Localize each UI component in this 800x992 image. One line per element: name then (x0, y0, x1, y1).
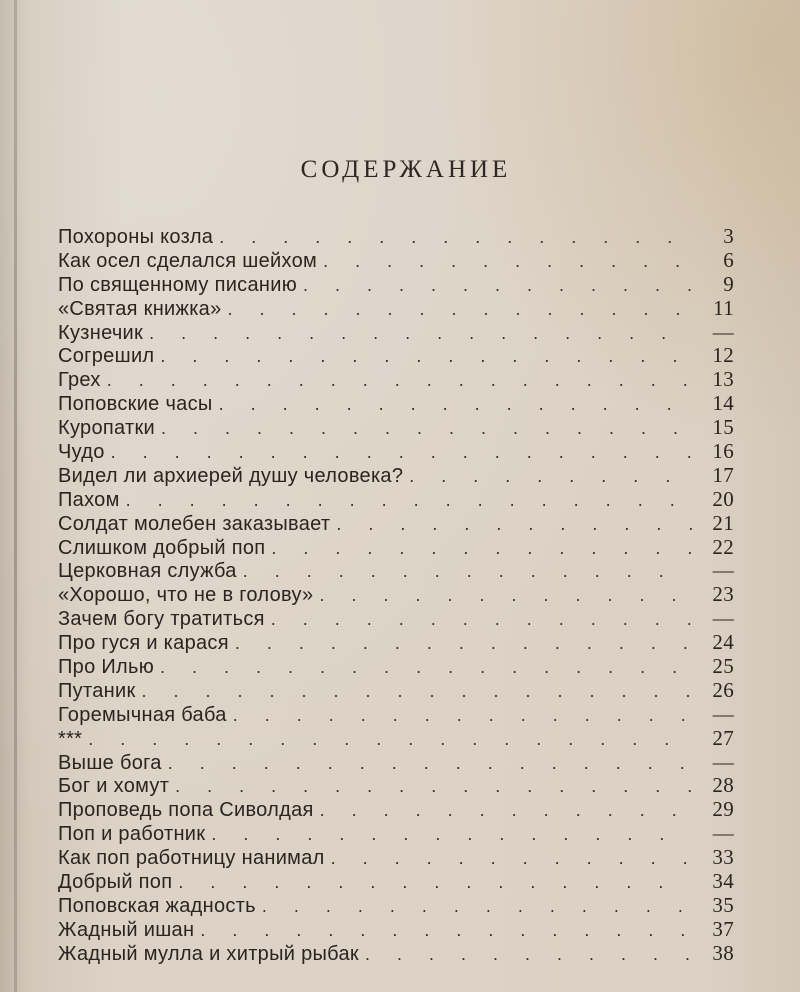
toc-entry-page: 21 (712, 510, 734, 535)
dot-leader (228, 299, 692, 320)
dot-leader (271, 609, 692, 630)
toc-entry-title: Поповские часы (58, 393, 213, 416)
toc-entry-page: — (712, 319, 734, 344)
dot-leader (160, 657, 692, 678)
toc-entry (58, 654, 734, 678)
dot-leader (409, 466, 692, 487)
toc-entry-title: Добрый поп (58, 871, 173, 894)
toc-entry-page: — (712, 821, 734, 846)
toc-entry-title: *** (58, 727, 83, 750)
toc-entry (58, 367, 734, 391)
toc-entry-title: Пахом (58, 488, 120, 511)
toc-entry (58, 750, 734, 774)
dot-leader (168, 753, 692, 774)
dot-leader (365, 944, 692, 965)
dot-leader (219, 394, 692, 415)
toc-entry-title: Горемычная баба (58, 703, 227, 726)
toc-entry (58, 702, 734, 726)
toc-entry-page: — (712, 606, 734, 631)
toc-entry-page: — (712, 701, 734, 726)
toc-entry-page: 17 (712, 462, 734, 487)
toc-entry-title: Похороны козла (58, 226, 214, 248)
toc-entry-page: 38 (712, 940, 734, 965)
toc-entry (58, 224, 734, 248)
toc-entry (58, 797, 734, 821)
toc-entry-title: Жадный мулла и хитрый рыбак (58, 942, 359, 965)
toc-entry (58, 726, 734, 750)
toc-entry-title: Зачем богу тратиться (58, 608, 265, 631)
toc-entry-page: 23 (712, 582, 734, 607)
toc-entry-title: Грех (58, 369, 101, 392)
toc-entry (58, 678, 734, 702)
dot-leader (219, 227, 692, 248)
toc-entry (58, 272, 734, 296)
toc-entry-page: 13 (712, 367, 734, 392)
dot-leader (243, 561, 692, 582)
toc-entry (58, 845, 734, 869)
toc-entry-title: Выше бога (58, 751, 162, 774)
dot-leader (336, 514, 692, 535)
dot-leader (111, 442, 692, 463)
toc-entry-page: 25 (712, 654, 734, 679)
dot-leader (149, 323, 692, 344)
dot-leader (320, 800, 692, 821)
toc-entry (58, 821, 734, 845)
toc-entry-page: 20 (712, 486, 734, 511)
toc-entry (58, 439, 734, 463)
toc-entry-title: Бог и хомут (58, 775, 170, 798)
toc-entry-page: 9 (723, 271, 734, 296)
toc-entry (58, 415, 734, 439)
toc-entry-page: 14 (712, 391, 734, 416)
toc-entry-page: 28 (712, 773, 734, 798)
toc-entry-title: Поповская жадность (58, 894, 256, 917)
toc-entry-title: По священному писанию (58, 273, 298, 296)
toc-entry-title: Про гуся и карася (58, 632, 229, 655)
toc-entry-page: — (712, 558, 734, 583)
toc-entry (58, 917, 734, 941)
toc-entry-page: 35 (712, 892, 734, 917)
toc-entry-page: 27 (712, 725, 734, 750)
dot-leader (175, 776, 692, 797)
dot-leader (200, 920, 692, 941)
toc-entry-title: Слишком добрый поп (58, 536, 266, 559)
dot-leader (107, 370, 692, 391)
dot-leader (211, 824, 692, 845)
toc-entry-title: Кузнечик (58, 321, 144, 344)
toc-entry-title: Про Илью (58, 656, 155, 679)
toc-entry (58, 941, 734, 965)
toc-entry-page: 22 (712, 534, 734, 559)
dot-leader (142, 681, 692, 702)
toc-entry-title: Как осел сделался шейхом (58, 249, 318, 272)
toc-entry (58, 511, 734, 535)
toc-entry-title: Поп и работник (58, 823, 206, 846)
toc-entry-title: Проповедь попа Сиволдая (58, 799, 314, 822)
toc-entry-page: 16 (712, 439, 734, 464)
toc-entry (58, 606, 734, 630)
table-of-contents (58, 224, 734, 965)
dot-leader (303, 275, 692, 296)
toc-entry-page: 26 (712, 677, 734, 702)
toc-entry-title: Солдат молебен заказывает (58, 512, 331, 535)
page-gutter (14, 0, 17, 992)
toc-entry-title: Путаник (58, 679, 136, 702)
toc-entry-page: 15 (712, 415, 734, 440)
toc-entry-title: Церковная служба (58, 560, 237, 583)
toc-entry (58, 773, 734, 797)
toc-entry-page: 6 (723, 247, 734, 272)
dot-leader (319, 585, 692, 606)
toc-entry-page: 29 (712, 797, 734, 822)
page-title: СОДЕРЖАНИЕ (300, 156, 512, 183)
toc-entry (58, 343, 734, 367)
toc-entry (58, 248, 734, 272)
dot-leader (323, 251, 692, 272)
dot-leader (262, 896, 692, 917)
toc-entry-title: «Святая книжка» (58, 297, 222, 320)
toc-entry (58, 630, 734, 654)
toc-entry-page: 34 (712, 869, 734, 894)
dot-leader (331, 848, 692, 869)
dot-leader (160, 346, 692, 367)
toc-entry (58, 535, 734, 559)
toc-entry (58, 558, 734, 582)
toc-entry-page: 24 (712, 630, 734, 655)
toc-entry (58, 487, 734, 511)
dot-leader (233, 705, 692, 726)
dot-leader (126, 490, 692, 511)
toc-entry-title: Жадный ишан (58, 918, 195, 941)
toc-entry-page: 33 (712, 845, 734, 870)
dot-leader (88, 729, 692, 750)
toc-entry-title: «Хорошо, что не в голову» (58, 584, 314, 607)
dot-leader (271, 538, 692, 559)
toc-entry (58, 893, 734, 917)
dot-leader (161, 418, 692, 439)
toc-entry-page: 3 (723, 224, 734, 248)
toc-entry-page: 37 (712, 916, 734, 941)
toc-entry-page: — (712, 749, 734, 774)
toc-entry-page: 12 (712, 343, 734, 368)
dot-leader (178, 872, 692, 893)
toc-entry (58, 391, 734, 415)
toc-entry (58, 463, 734, 487)
toc-entry-title: Согрешил (58, 345, 155, 368)
toc-entry (58, 320, 734, 344)
toc-entry (58, 582, 734, 606)
toc-entry-title: Чудо (58, 441, 105, 464)
toc-entry-title: Видел ли архиерей душу человека? (58, 464, 404, 487)
toc-entry-page: 11 (713, 295, 734, 320)
toc-entry (58, 296, 734, 320)
toc-entry-title: Куропатки (58, 417, 155, 440)
toc-entry-title: Как поп работницу нанимал (58, 847, 325, 870)
dot-leader (235, 633, 692, 654)
toc-entry (58, 869, 734, 893)
